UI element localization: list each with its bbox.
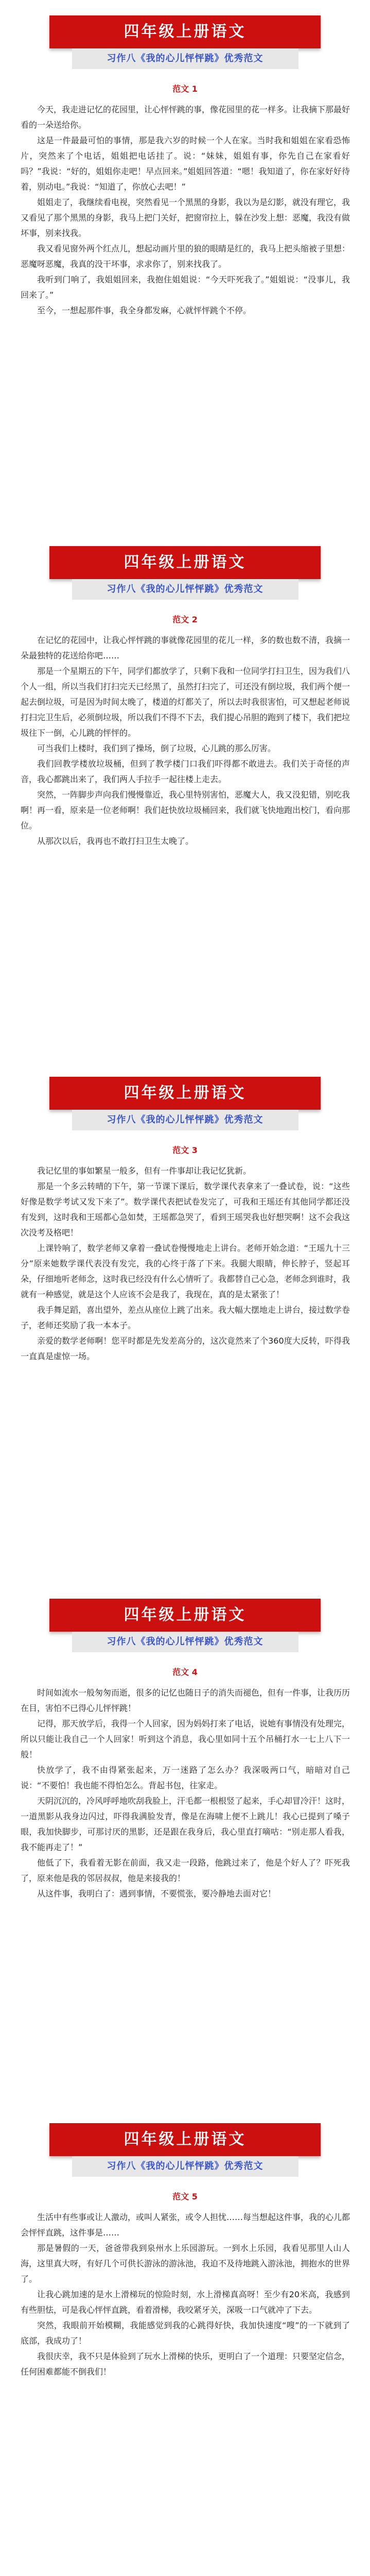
- paragraph: 至今，一想起那件事，我全身都发麻，心就怦怦跳个不停。: [37, 306, 252, 315]
- paragraph: 时间如流水一般匆匆而逝，很多的记忆也随日子的消失而褪色，但有一件事，让我历历在目，害怕不已得心儿怦怦跳！: [21, 1688, 350, 1713]
- sample-label: 范文 3: [172, 1145, 198, 1155]
- banner-title: 四年级上册语文: [49, 15, 321, 48]
- paragraph: 那是一个多云转晴的下午，第一节课下课后，数学课代表拿来了一叠试卷，说：“这些好像是数学考试又发下来了”。数学课代表把试卷发完了，可我和王瑶还有其他同学都还没有发到，这时我和王瑶都心急如焚，王瑶都急哭了，看到王瑶哭我也好想哭啊！这不会我这次没考及格吧！: [21, 1181, 350, 1238]
- essay-card-2: [0, 531, 370, 1046]
- sample-label: 范文 2: [172, 615, 198, 624]
- banner-group: [49, 1599, 321, 1652]
- essay-body: [21, 1163, 350, 1364]
- paragraph: 我手舞足蹈，喜出望外，差点从座位上跳了出来。我大幅大摆地走上讲台，接过数学卷子，老师还奖励了我一本本子。: [21, 1305, 350, 1330]
- essay-body: [21, 633, 350, 849]
- paragraph: 上课铃响了，数学老师又拿着一叠试卷慢慢地走上讲台。老师开始念道：“王瑶九十三分”原来她数学课代表没有发完，我的心终于落了下来。我腿大眼睛，伸长脖子，竖起耳朵，仔细地听老师念，这时我已经没有什么心情听了。我都替自己心急，老师念到谁时，我就有一种感觉，就是这个人应该不会是我了，我现在，真的是太紧张了！: [21, 1243, 350, 1299]
- banner-group: [49, 546, 321, 600]
- paragraph: 我记忆里的事如繁星一般多，但有一件事却让我记忆犹新。: [37, 1166, 252, 1176]
- banner-group: [49, 15, 321, 69]
- paragraph: 天阴沉沉的，冷风呼呼地吹刮我脸上，汗毛都一根根竖了起来，手心却冒冷汗！这时，一道黑影从我身边闪过，吓得我满脸发青，像是在海啸上便不上跳儿！我心已提到了嗓子眼，我加快脚步，可那讨厌的黑影，还是跟在我身后，我心里直打嘀咕：“别走那人看我，我不能再走了！”: [21, 1796, 350, 1852]
- paragraph: 我们回教学楼放垃圾桶，但到了教学楼门口我们吓得都不敢进去。我们关于奇怪的声音，我心都跳出来了，我们两人手拉手一起往楼上走去。: [21, 759, 350, 784]
- banner-subtitle: 习作八《我的心儿怦怦跳》优秀范文: [72, 2156, 298, 2177]
- banner-title: 四年级上册语文: [49, 546, 321, 579]
- banner-title: 四年级上册语文: [49, 1077, 321, 1110]
- paragraph: 那是一个星期五的下午，同学们都放学了，只剩下我和一位同学打扫卫生，因为我们八个人一组，所以当我们打扫完天已经黑了，虽然打扫完了，可还没有倒垃圾，我们两个便一起去倒垃圾，可是因为时间太晚了，楼道的灯都关了，所以去时我很害怕，可又想起老师说打扫完卫生后，必须倒垃圾，所以我们不得不下去，我们提心吊胆的跑到了楼下，我们把垃圾往下一倒，心儿跳的怦怦的。: [21, 666, 350, 738]
- paragraph: 突然，一阵脚步声向我们慢慢靠近，我心里特别害怕，恶魔大人，我又没犯错，别吃我啊！再一看，原来是一位老师啊！我们赶快放垃圾桶回来，我们就飞快地跑出校门，看向那位。: [21, 790, 350, 831]
- paragraph: 亲爱的数学老师啊！您平时都是先发差高分的，这次竟然来了个360度大反转，吓得我一直真是虚惊一场。: [21, 1336, 350, 1361]
- essay-card-1: [0, 0, 370, 515]
- essay-card-3: [0, 1061, 370, 1577]
- sample-label: 范文 5: [172, 2192, 198, 2201]
- banner-title: 四年级上册语文: [49, 2123, 321, 2156]
- paragraph: 从这件事，我明白了：遇到事情，不要慌张，要冷静地去面对它！: [37, 1889, 276, 1899]
- banner-group: [49, 2123, 321, 2177]
- essay-body: [21, 102, 350, 318]
- paragraph: 那是暑假的一天，爸爸带我到泉州水上乐园游玩。一到水上乐园，我看见那里人山人海，这里真大呀，有好几个可供长游泳的游泳池，我迫不及待地跳入游泳池，拥抱水的世界了。: [21, 2243, 350, 2284]
- paragraph: 记得，那天放学后，我得一个人回家，因为妈妈打来了电话，说她有事情没有处理完，所以只能让我自己一个人回家！听到这个消息，我心里如同十五个吊桶打水一七上八下一般！: [21, 1719, 350, 1759]
- paragraph: 可当我们上楼时，我们到了操场，倒了垃圾，心儿跳的那么厉害。: [37, 743, 276, 753]
- paragraph: 生活中有些事或让人激动，或叫人紧张，或令人担忧……每当想起这件事，我的心儿都会怦怦直跳，这件事是……: [21, 2212, 350, 2238]
- paragraph: 我听到门响了，我姐姐回来，我抱住姐姐说：“今天吓死我了。”姐姐说：“没事儿，我回来了。”: [21, 275, 350, 300]
- sample-label: 范文 1: [172, 84, 198, 94]
- banner-subtitle: 习作八《我的心儿怦怦跳》优秀范文: [72, 48, 298, 69]
- essay-card-5: [0, 2108, 370, 2576]
- paragraph: 快放学了，我不由得紧张起来，万一迷路了怎么办？我深吸两口气，暗暗对自己说：“不要怕！我也能不得怕怎么。背起书包，往家走。: [21, 1765, 350, 1790]
- banner-subtitle: 习作八《我的心儿怦怦跳》优秀范文: [72, 1632, 298, 1652]
- paragraph: 我很庆幸，我不只是体验到了玩水上滑梯的快乐，更明白了一个道理：只要坚定信念，任何困难都能不倒我们！: [21, 2351, 350, 2377]
- banner-subtitle: 习作八《我的心儿怦怦跳》优秀范文: [72, 579, 298, 600]
- paragraph: 让我心跳加速的是水上滑梯玩的惊险时刻，水上滑梯真高呀！至少有20米高，我感到有些胆怯，可是我心怦怦直跳，看着滑梯，我咬紧牙关，深吸一口气就冲了下去。: [21, 2290, 350, 2315]
- sample-label: 范文 4: [172, 1667, 198, 1677]
- paragraph: 姐姐走了，我继续看电视，突然看见一个黑黑的身影，我以为是幻影，就没有理它，我又看见了那个黑黑的身影，我马上把门关好，把窗帘拉上，躲在沙发上想：恶魔，我没有做坏事，别来找我。: [21, 197, 350, 238]
- paragraph: 从那次以后，我再也不敢打扫卫生太晚了。: [37, 836, 194, 846]
- banner-group: [49, 1077, 321, 1130]
- banner-subtitle: 习作八《我的心儿怦怦跳》优秀范文: [72, 1110, 298, 1130]
- paragraph: 今天，我走进记忆的花园里，让心怦怦跳的事，像花园里的花一样多。让我摘下那最好看的一朵送给你。: [21, 105, 350, 130]
- paragraph: 突然，我眼前开始模糊，我能感觉到我的心跳得好快，我加快速度“嗖”的一下就到了底部，我成功了！: [21, 2320, 350, 2346]
- paragraph: 他低了下，我看着无影在前面，我又走一段路，他跳过来了，他是个好人了？吓死我了，原来他是我的邻居叔叔，他是来接我的！: [21, 1858, 350, 1883]
- essay-body: [21, 1685, 350, 1902]
- essay-card-4: [0, 1583, 370, 2098]
- essay-body: [21, 2210, 350, 2380]
- paragraph: 我又看见窗外两个红点儿，想起动画片里的狼的眼睛是红的，我马上把头缩被子里想：恶魔呀恶魔，我真的没干坏事，求求你了，别来找我了。: [21, 244, 350, 269]
- paragraph: 在记忆的花园中，让我心怦怦跳的事就像花园里的花儿一样，多的数也数不清，我摘一朵最独特的花送给你吧……: [21, 635, 350, 660]
- paragraph: 这是一件最最可怕的事情，那是我六岁的时候一个人在家。当时我和姐姐在家看恐怖片，突然来了个电话，姐姐把电话挂了。说：“妹妹，姐姐有事，你先自己在家看好吗？”我说：“好的，姐姐你走吧！早点回来。”姐姐回答道：“嗯！我知道了，你在家好好待着，别动电。”我说：“知道了，你放心去吧！”: [21, 135, 350, 192]
- banner-title: 四年级上册语文: [49, 1599, 321, 1632]
